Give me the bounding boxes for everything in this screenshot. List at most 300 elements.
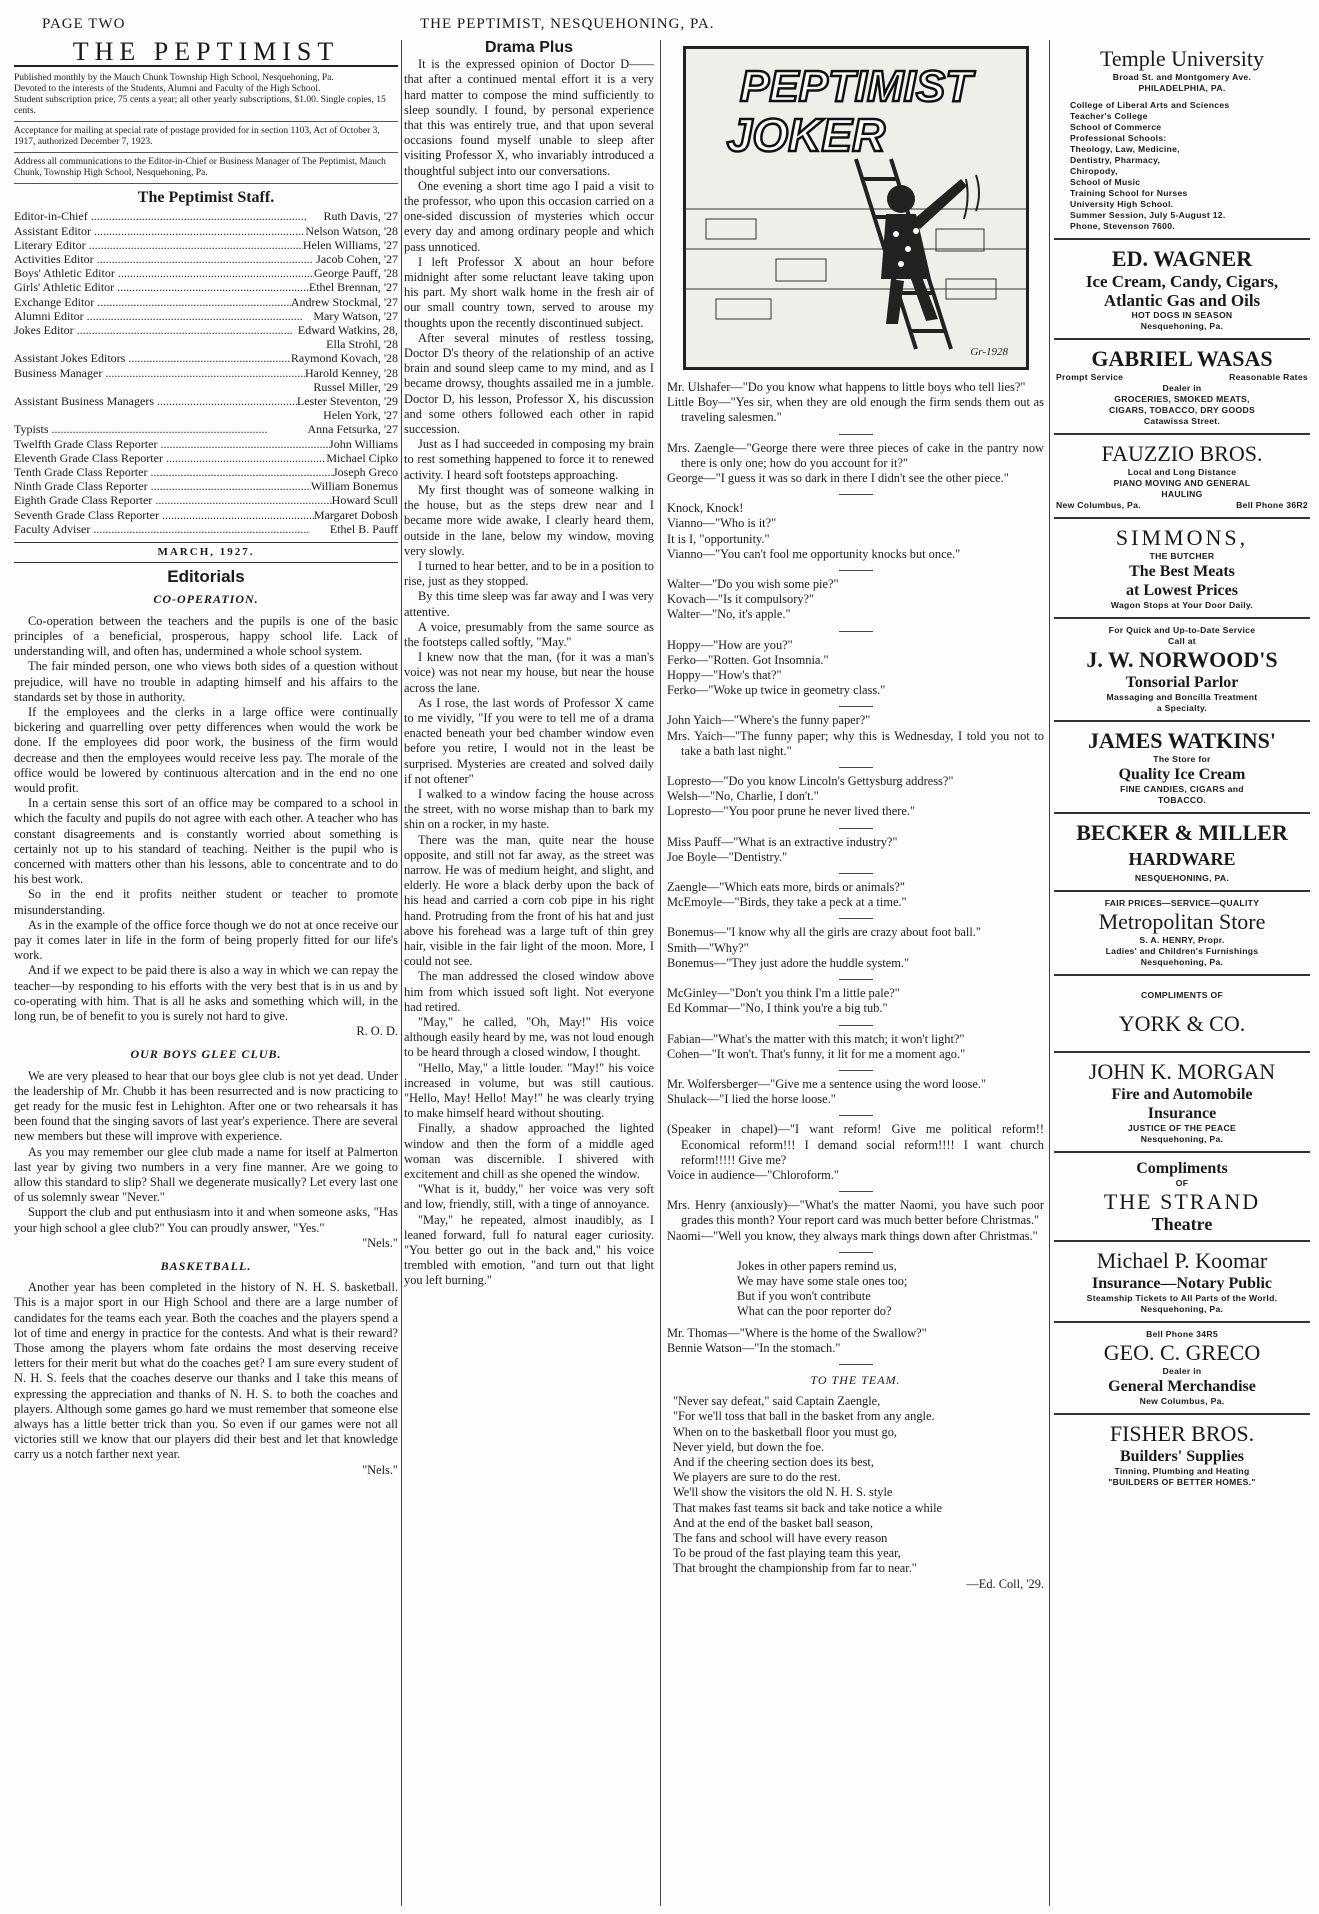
ad-name: Metropolitan Store — [1098, 909, 1266, 934]
paragraph: In a certain sense this sort of an office may be compared to a school in which the faculty and pupils do not agree with each other. A teacher who has constant disagreements and is constantly worried about something is certainly not up to his standard of teaching. Neither is the pupil who is concerned with matters other than his lessons, able to concentrate and to do his best work. — [14, 796, 398, 887]
joke — [667, 1198, 1044, 1244]
column-3 — [667, 40, 1044, 1906]
staff-row — [14, 252, 398, 266]
peptimist-joker-cartoon — [683, 46, 1029, 370]
ad-name: Temple University — [1099, 46, 1265, 71]
staff-role: Girls' Athletic Editor ..... — [14, 280, 309, 294]
staff-name: George Pauff, '28 — [313, 266, 398, 281]
ad-line: PIANO MOVING AND GENERAL — [1113, 478, 1251, 488]
ad-simmons — [1054, 519, 1310, 619]
joke-line: Naomi—"Well you know, they always mark things down after Christmas." — [667, 1228, 1038, 1243]
joke-line: Welsh—"No, Charlie, I don't." — [667, 789, 819, 804]
jokes-list — [667, 380, 1044, 1253]
staff-name: Jacob Cohen, '27 — [316, 252, 398, 267]
joke-line: Zaengle—"Which eats more, birds or animals?" — [667, 880, 905, 895]
joke-line: Kovach—"Is it compulsory?" — [667, 592, 815, 607]
paragraph: So in the end it profits neither student or teacher to promote misunderstanding. — [14, 887, 398, 917]
staff-role: Literary Editor ..... — [14, 238, 303, 252]
ad-name: J. W. NORWOOD'S — [1086, 647, 1278, 672]
joke-line: Miss Pauff—"What is an extractive industry?" — [667, 834, 898, 849]
article-title: BASKETBALL. — [160, 1259, 252, 1274]
story-body — [404, 57, 654, 1288]
ad-metropolitan-store — [1054, 892, 1310, 976]
ad-list-item: Dentistry, Pharmacy, — [1070, 155, 1161, 165]
divider — [839, 767, 873, 768]
joke — [667, 638, 1044, 699]
joke — [667, 380, 1044, 426]
paragraph: I walked to a window facing the house across the street, with no worse mishap than to bark my shin on a rocker, in my haste. — [404, 786, 654, 832]
ad-line: Theatre — [1151, 1214, 1213, 1234]
issue-date: MARCH, 1927. — [14, 542, 398, 563]
staff-role: Eighth Grade Class Reporter ..... — [14, 493, 332, 507]
divider — [839, 1364, 873, 1365]
cartoon-illustration — [686, 49, 1026, 367]
ad-james-watkins — [1054, 722, 1310, 814]
cartoon-caption-line2: JOKER — [726, 109, 885, 161]
ad-line: NESQUEHONING, PA. — [1134, 873, 1230, 883]
staff-role: Tenth Grade Class Reporter ..... — [14, 465, 333, 479]
divider — [839, 570, 873, 571]
divider — [839, 918, 873, 919]
paragraph: And if we expect to be paid there is also a way in which we can repay the teacher—by responding to his efforts with the very best that is in us and by co-operating with him. That is all he asks and something which will, in the long run, be of benefit to you is surely not hard to give. — [14, 963, 398, 1023]
staff-name: William Bonemus — [310, 479, 398, 494]
ad-line: Massaging and Boncilla Treatment — [1106, 692, 1258, 702]
staff-role: Twelfth Grade Class Reporter ..... — [14, 437, 329, 451]
joke — [667, 1122, 1044, 1183]
ad-line: The Store for — [1153, 754, 1211, 764]
ad-the-strand — [1054, 1153, 1310, 1242]
ad-list-item: College of Liberal Arts and Sciences — [1070, 100, 1230, 110]
staff-role: Editor-in-Chief ..... — [14, 209, 324, 223]
joke-line: Mr. Thomas—"Where is the home of the Swallow?" — [667, 1325, 927, 1340]
ad-fisher-bros — [1054, 1415, 1310, 1494]
article-title: OUR BOYS GLEE CLUB. — [130, 1047, 282, 1062]
author-signature: R. O. D. — [356, 1024, 398, 1039]
ad-becker-miller — [1054, 814, 1310, 892]
ad-ed-wagner — [1054, 240, 1310, 340]
paragraph: Co-operation between the teachers and the pupils is one of the basic principles of a beneficial, prosperous, happy school life. Lack of understanding will, and often has, undermined a whole school system. — [14, 613, 398, 659]
joke-line: Mr. Wolfersberger—"Give me a sentence using the word loose." — [667, 1076, 987, 1091]
divider — [14, 152, 398, 153]
ad-list-item: Professional Schools: — [1070, 133, 1167, 143]
divider — [839, 494, 873, 495]
pub-line: Published monthly by the Mauch Chunk Township High School, Nesquehoning, Pa. — [14, 73, 334, 84]
ad-line: JUSTICE OF THE PEACE — [1127, 1123, 1237, 1133]
pub-line: Student subscription price, 75 cents a year; all other yearly subscriptions, $1.00. Single copies, 15 cents. — [14, 95, 386, 117]
staff-row — [14, 465, 398, 479]
divider — [839, 1025, 873, 1026]
poem-line: Jokes in other papers remind us, — [737, 1258, 897, 1273]
staff-continuation: Russel Miller, '29 — [313, 379, 398, 394]
staff-name: Helen Williams, '27 — [302, 237, 398, 252]
staff-role: Eleventh Grade Class Reporter ..... — [14, 451, 326, 465]
ad-line: THE BUTCHER — [1149, 551, 1215, 561]
ad-line: Ice Cream, Candy, Cigars, — [1085, 272, 1279, 291]
ad-name: SIMMONS, — [1115, 525, 1249, 550]
ad-line: The Best Meats — [1129, 563, 1235, 580]
paragraph: I knew now that the man, (for it was a man's voice) was not near my house, but near the house across the lane. — [404, 650, 654, 695]
staff-name: Nelson Watson, '28 — [305, 223, 398, 238]
ad-name: GABRIEL WASAS — [1091, 346, 1273, 371]
poem-line: "Never say defeat," said Captain Zaengle, — [673, 1394, 881, 1409]
poem-line: "For we'll toss that ball in the basket from any angle. — [673, 1409, 935, 1424]
staff-row — [14, 266, 398, 280]
poem-line: When on to the basketball floor you must go, — [673, 1424, 898, 1439]
staff-role: Ninth Grade Class Reporter ..... — [14, 479, 311, 493]
staff-row — [14, 522, 398, 536]
cartoon-caption-line1: PEPTIMIST — [739, 62, 972, 111]
paragraph: "May," he called, "Oh, May!" His voice although easily heard by me, was not loud enough to be heard through a closed window, I thought. — [404, 1015, 654, 1060]
joke-line: Ferko—"Woke up twice in geometry class." — [667, 683, 886, 698]
ad-line: HOT DOGS IN SEASON — [1131, 310, 1233, 320]
ad-line: Tonsorial Parlor — [1125, 674, 1239, 691]
ad-line: Insurance — [1147, 1105, 1217, 1122]
staff-row — [14, 508, 398, 522]
joke-line: Walter—"No, it's apple." — [667, 607, 791, 622]
poem-line: But if you won't contribute — [737, 1289, 871, 1304]
staff-list — [14, 394, 398, 408]
article-body — [14, 1069, 398, 1236]
ad-gabriel-wasas — [1054, 340, 1310, 435]
poem-line: And at the end of the basket ball season, — [673, 1515, 873, 1530]
ad-line: General Merchandise — [1108, 1378, 1256, 1395]
staff-name: Joseph Greco — [333, 465, 398, 480]
paragraph: Support the club and put enthusiasm into it and when someone asks, "Has your high school a glee club?" You can proudly answer, "Yes." — [14, 1205, 398, 1235]
joke-line: Mrs. Henry (anxiously)—"What's the matter Naomi, you have such poor grades this month? Your report card was much better before Christmas." — [667, 1198, 1044, 1228]
address-info: Address all communications to the Editor-in-Chief or Business Manager of The Peptimist, Mauch Chunk, Township High School, Nesquehoning, Pa. — [14, 157, 386, 179]
ad-name: ED. WAGNER — [1111, 246, 1253, 271]
joke — [667, 1077, 1044, 1107]
staff-row — [14, 280, 398, 294]
ad-line: New Columbus, Pa. — [1139, 1396, 1225, 1406]
paragraph: One evening a short time ago I paid a visit to the professor, who upon this occasion carried on a one-sided discussion of mysteries which occur every day and among ordinary people and which pass unnoticed. — [404, 178, 654, 254]
joke-line: It is I, "opportunity." — [667, 531, 770, 546]
staff-role: Assistant Editor ..... — [14, 224, 305, 238]
poem-signature: —Ed. Coll, '29. — [966, 1576, 1044, 1591]
paragraph: There was the man, quite near the house opposite, and still not far away, as the street was narrow. He was of medium height, and slight, and elderly. He wore a black derby upon the back of his head and carried a corn cob pipe in his right hand. Protruding from the front of his hat and just above his forehead was a large tuft of thin grey hair, visible in the fair light of the moon. More, I could not see. — [404, 832, 654, 969]
staff-row — [14, 224, 398, 238]
joke-line: John Yaich—"Where's the funny paper?" — [667, 713, 871, 728]
staff-name: Raymond Kovach, '28 — [290, 351, 398, 366]
staff-row — [14, 493, 398, 507]
joke-line: McGinley—"Don't you think I'm a little pale?" — [667, 986, 900, 1001]
divider — [839, 1115, 873, 1116]
ad-line: GROCERIES, SMOKED MEATS, — [1114, 394, 1250, 404]
staff-name: Margaret Dobosh — [313, 507, 398, 522]
joke — [667, 835, 1044, 865]
ad-list-item: Theology, Law, Medicine, — [1070, 144, 1180, 154]
staff-role: Business Manager ..... — [14, 366, 305, 380]
staff-list — [14, 422, 398, 536]
paragraph: "What is it, buddy," her voice was very soft and low, friendly, still, with a tinge of annoyance. — [404, 1182, 654, 1212]
staff-list — [14, 209, 398, 337]
staff-row — [14, 366, 398, 380]
staff-row — [14, 295, 398, 309]
ad-line: FAIR PRICES—SERVICE—QUALITY — [1104, 898, 1260, 908]
ad-line: Prompt Service — [1056, 372, 1124, 382]
column-rule — [660, 40, 661, 1906]
ad-line: S. A. HENRY, Propr. — [1139, 935, 1225, 945]
ad-list — [1056, 100, 1308, 232]
editorials-heading: Editorials — [167, 567, 245, 587]
staff-name: Edward Watkins, 28, — [297, 323, 398, 338]
joke-line: (Speaker in chapel)—"I want reform! Give me political reform!! Economical reform!!! I demand social reform!!!! I want church reform!!!!! Give me? — [667, 1122, 1044, 1167]
divider — [839, 434, 873, 435]
joke-line: Mr. Ulshafer—"Do you know what happens to little boys who tell lies?" — [667, 380, 1026, 394]
joke-line: Ferko—"Rotten. Got Insomnia." — [667, 652, 829, 667]
paragraph: My first thought was of someone walking in the house, but as the steps drew near and I became more wide awake, I clearly heard them, outside in the lane, below my window, moving very slowly. — [404, 482, 654, 558]
joke-line: Hoppy—"How's that?" — [667, 668, 782, 683]
staff-name: Harold Kenney, '28 — [304, 365, 398, 380]
paragraph: As in the example of the office force though we do not at once receive our pay it comes later in life in the form of being properly fitted for our life's work. — [14, 917, 398, 963]
divider — [839, 1070, 873, 1071]
ad-line: PHILADELPHIA, PA. — [1138, 83, 1226, 93]
team-poem — [667, 1394, 1044, 1576]
ad-name: JAMES WATKINS' — [1087, 728, 1277, 753]
ad-line: Nesquehoning, Pa. — [1140, 1304, 1224, 1314]
article-body — [14, 614, 398, 1024]
staff-row — [14, 479, 398, 493]
ad-line: TOBACCO. — [1157, 795, 1207, 805]
ad-name: Michael P. Koomar — [1096, 1248, 1268, 1273]
divider — [839, 979, 873, 980]
pub-line: Devoted to the interests of the Students, Alumni and Faculty of the High School. — [14, 84, 321, 95]
joke-line: Bonemus—"I know why all the girls are crazy about foot ball." — [667, 925, 981, 940]
paragraph: The man addressed the closed window above him from which issued soft light. Not everyone had retired. — [404, 969, 654, 1014]
paragraph: I turned to hear better, and to be in a position to rise, just as they stopped. — [404, 558, 654, 589]
ad-line: "BUILDERS OF BETTER HOMES." — [1108, 1477, 1256, 1487]
ad-line: Dealer in — [1162, 1366, 1202, 1376]
staff-row — [14, 437, 398, 451]
poem-line: What can the poor reporter do? — [737, 1304, 892, 1319]
joke-line: Walter—"Do you wish some pie?" — [667, 577, 839, 592]
staff-name: John Williams — [329, 436, 398, 451]
joke-line: Voice in audience—"Chloroform." — [667, 1167, 839, 1182]
joke-line: Vianno—"Who is it?" — [667, 516, 777, 531]
divider — [14, 183, 398, 184]
staff-row — [14, 309, 398, 323]
ad-list-item: Teacher's College — [1070, 111, 1148, 121]
ad-name: FAUZZIO BROS. — [1101, 441, 1263, 466]
ad-line: Insurance—Notary Public — [1092, 1275, 1272, 1292]
staff-name: Mary Watson, '27 — [313, 308, 398, 323]
joke-line: Smith—"Why?" — [667, 940, 749, 955]
divider — [839, 828, 873, 829]
ad-line: Local and Long Distance — [1127, 467, 1237, 477]
staff-role: Assistant Jokes Editors ..... — [14, 351, 291, 365]
ad-line: Wagon Stops at Your Door Daily. — [1110, 600, 1254, 610]
ad-line: Atlantic Gas and Oils — [1103, 291, 1261, 310]
jokes-poem — [667, 1259, 1044, 1320]
staff-role: Alumni Editor ..... — [14, 309, 313, 323]
ad-line: Builders' Supplies — [1119, 1448, 1245, 1465]
ad-temple-university — [1054, 40, 1310, 240]
ad-fauzzio-bros — [1054, 435, 1310, 519]
ad-name: FISHER BROS. — [1109, 1421, 1255, 1446]
divider — [839, 1191, 873, 1192]
author-signature: "Nels." — [362, 1235, 398, 1250]
ad-line: Nesquehoning, Pa. — [1140, 321, 1224, 331]
article-body — [14, 1280, 398, 1462]
staff-name: Ethel B. Pauff — [329, 521, 398, 536]
joke-line: Ed Kommar—"No, I think you're a big tub." — [667, 1001, 888, 1016]
joke — [667, 1032, 1044, 1062]
paragraph: If the employees and the clerks in a large office were continually bickering and quarrelling over petty differences when would the work be done. If the employees did poor work, the business of the firm would decrease and then the employees would receive less pay. The morale of the office would be lowered by continuous altercation and in the end no one would profit. — [14, 704, 398, 795]
ad-line: a Specialty. — [1156, 703, 1208, 713]
paragraph: The fair minded person, one who views both sides of a question without prejudice, will have no trouble in adapting himself and his affairs to the standards set by those in authority. — [14, 659, 398, 704]
paragraph: A voice, presumably from the same source as the footsteps called softly, "May." — [404, 619, 654, 649]
ad-michael-koomar — [1054, 1242, 1310, 1323]
poem-line: We players are sure to do the rest. — [673, 1470, 841, 1485]
staff-role: Jokes Editor ..... — [14, 323, 298, 337]
paragraph: "Hello, May," a little louder. "May!" his voice increased in volume, but was still cautious. "Hello, May! Hello! May!" he was clearly trying to make himself heard without shouting. — [404, 1060, 654, 1121]
running-head: THE PEPTIMIST, NESQUEHONING, PA. — [420, 16, 715, 32]
staff-row — [14, 394, 398, 408]
paragraph: As I rose, the last words of Professor X came to me vividly, "If you were to tell me of a drama enacted beneath your bed chamber window even before you retire, I would not in the least be surprised. Mysteries are created and solved daily if not oftener" — [404, 695, 654, 786]
staff-row — [14, 351, 398, 365]
paragraph: "May," he repeated, almost inaudibly, as I leaned forward, full fo natural eager curiosity. "You better go out in the back and," his voice trembled with emotion, "and turn out that light you left burning." — [404, 1212, 654, 1288]
ad-line: HARDWARE — [1128, 849, 1236, 869]
paragraph: By this time sleep was far away and I was very attentive. — [404, 589, 654, 619]
ad-name: YORK & CO. — [1118, 1011, 1246, 1036]
paragraph: As you may remember our glee club made a name for itself at Palmerton last year by giving two numbers in a very fine manner. Are we going to allow this standard to slip? Shall we degenerate musically? Let every last one of us solemnly swear "Never." — [14, 1144, 398, 1205]
poem-line: That brought the championship from far to near." — [673, 1561, 917, 1576]
joke-line: George—"I guess it was so dark in there I didn't see the other piece." — [667, 471, 1009, 486]
staff-role: Faculty Adviser ..... — [14, 522, 330, 536]
column-rule — [401, 40, 402, 1906]
ad-line: COMPLIMENTS OF — [1140, 990, 1224, 1000]
ad-york-co — [1054, 976, 1310, 1053]
staff-name: Michael Cipko — [326, 450, 398, 465]
paragraph: We are very pleased to hear that our boys glee club is not yet dead. Under the leadership of Mr. Chubb it has been resurrected and is now practicing to get ready for the music fest in Lehighton. After one or two rehearsals it has been found that the singing savors of last year's experience. There are several new members but these will improve with experience. — [14, 1068, 398, 1144]
joke-line: Hoppy—"How are you?" — [667, 637, 793, 652]
joke-line: Mrs. Zaengle—"George there were three pieces of cake in the pantry now there is only one; how do you account for it?" — [667, 440, 1044, 470]
staff-name: Andrew Stockmal, '27 — [290, 294, 398, 309]
column-2 — [404, 40, 654, 1906]
publication-info — [14, 73, 398, 117]
staff-row — [14, 238, 398, 252]
joke — [667, 577, 1044, 623]
ad-line: Call at — [1168, 636, 1196, 646]
joke — [667, 925, 1044, 971]
author-signature: "Nels." — [362, 1462, 398, 1477]
staff-row — [14, 422, 398, 436]
ad-line: New Columbus, Pa. — [1056, 500, 1141, 510]
ad-list-item: Phone, Stevenson 7600. — [1070, 221, 1175, 231]
poem-line: To be proud of the fast playing team this year, — [673, 1546, 901, 1561]
ad-list-item: School of Commerce — [1070, 122, 1162, 132]
joke-line: Lopresto—"You poor prune he never lived there." — [667, 804, 916, 819]
joke — [667, 713, 1044, 759]
article-title: CO-OPERATION. — [153, 592, 259, 607]
artist-signature: Gr-1928 — [969, 346, 1008, 358]
ad-line: For Quick and Up-to-Date Service — [1108, 625, 1256, 635]
joke — [667, 986, 1044, 1016]
ad-line: Compliments — [1136, 1160, 1228, 1177]
joke — [667, 501, 1044, 562]
staff-row — [14, 323, 398, 337]
joke-line: Bennie Watson—"In the stomach." — [667, 1340, 841, 1355]
ad-name: BECKER & MILLER — [1076, 820, 1288, 845]
poem-line: We may have some stale ones too; — [737, 1273, 908, 1288]
ad-list-item: Training School for Nurses — [1070, 188, 1188, 198]
story-title: Drama Plus — [484, 40, 574, 56]
staff-name: Lester Steventon, '29 — [296, 394, 398, 409]
ad-list-item: Chiropody, — [1070, 166, 1118, 176]
column-4-ads — [1054, 40, 1310, 1906]
ad-line: Catawissa Street. — [1143, 416, 1221, 426]
poem-line: Never yield, but down the foe. — [673, 1439, 825, 1454]
ad-line: Bell Phone 34R5 — [1146, 1329, 1218, 1339]
joke — [667, 1326, 1044, 1356]
staff-name: Ruth Davis, '27 — [323, 209, 398, 224]
staff-continuation: Helen York, '27 — [323, 408, 398, 423]
divider — [14, 121, 398, 122]
staff-heading: The Peptimist Staff. — [137, 189, 275, 207]
ad-line: Tinning, Plumbing and Heating — [1114, 1466, 1250, 1476]
divider — [839, 631, 873, 632]
ad-list-item: School of Music — [1070, 177, 1141, 187]
joke — [667, 880, 1044, 910]
staff-role: Assistant Business Managers ..... — [14, 394, 297, 408]
staff-name: Ethel Brennan, '27 — [308, 280, 398, 295]
ad-line: HAULING — [1161, 489, 1203, 499]
ad-line: at Lowest Prices — [1126, 582, 1238, 599]
ad-line: CIGARS, TOBACCO, DRY GOODS — [1108, 405, 1256, 415]
staff-row — [14, 209, 398, 223]
paragraph: It is the expressed opinion of Doctor D—— that after a continued mental effort it is a very hard matter to compose the mind sufficiently to sleep soundly. I found, by personal experience that this was entirely true, and that upon several occasions found myself unable to sleep after visiting Professor X, who invariably introduced a thoughtful subject into our conversations. — [404, 57, 654, 178]
joke-line: Little Boy—"Yes sir, when they are old enough the firm sends them out as traveling salesmen." — [667, 395, 1044, 425]
ad-name: GEO. C. GRECO — [1103, 1340, 1261, 1365]
joke — [667, 441, 1044, 487]
ad-line: Broad St. and Montgomery Ave. — [1112, 72, 1252, 82]
joke-line: Joe Boyle—"Dentistry." — [667, 849, 788, 864]
ad-line: Reasonable Rates — [1229, 372, 1308, 382]
poem-line: That makes fast teams sit back and take notice a while — [673, 1500, 943, 1515]
joke-line: Lopresto—"Do you know Lincoln's Gettysburg address?" — [667, 774, 954, 789]
ad-john-k-morgan — [1054, 1053, 1310, 1153]
staff-name: Howard Scull — [331, 493, 398, 508]
staff-role: Typists ..... — [14, 422, 308, 436]
page-header — [0, 10, 1319, 36]
staff-list — [14, 351, 398, 379]
divider — [839, 873, 873, 874]
ad-line: Fire and Automobile — [1111, 1086, 1253, 1103]
poem-line: And if the cheering section does its best, — [673, 1454, 874, 1469]
divider — [839, 706, 873, 707]
joke-line: Shulack—"I lied the horse loose." — [667, 1092, 836, 1107]
joke-line: Vianno—"You can't fool me opportunity knocks but once." — [667, 546, 961, 561]
ad-norwood — [1054, 619, 1310, 722]
mailing-acceptance: Acceptance for mailing at special rate of postage provided for in section 1103, Act of October 3, 1917, authorized December 7, 1923. — [14, 126, 380, 148]
ad-line: Bell Phone 36R2 — [1236, 500, 1308, 510]
staff-continuation: Ella Strohl, '28 — [326, 337, 398, 352]
divider — [839, 1252, 873, 1253]
staff-role: Exchange Editor ..... — [14, 295, 291, 309]
staff-row — [14, 451, 398, 465]
ad-line: Steamship Tickets to All Parts of the World. — [1086, 1293, 1278, 1303]
paragraph: Just as I had succeeded in composing my brain to rest something happened to force it to renewed activity. I heard soft footsteps approaching. — [404, 437, 654, 482]
ad-line: Dealer in — [1162, 383, 1202, 393]
joke-line: Cohen—"It won't. That's funny, it lit for me a moment ago." — [667, 1046, 966, 1061]
ad-name: THE STRAND — [1103, 1189, 1261, 1214]
poem-line: We'll show the visitors the old N. H. S. style — [673, 1485, 893, 1500]
joke-line: McEmoyle—"Birds, they take a peck at a time." — [667, 895, 907, 910]
page-number: PAGE TWO — [42, 16, 126, 32]
ad-line: FINE CANDIES, CIGARS and — [1120, 784, 1244, 794]
joke-line: Fabian—"What's the matter with this match; it won't light?" — [667, 1031, 965, 1046]
joke-line: Bonemus—"They just adore the huddle system." — [667, 955, 910, 970]
